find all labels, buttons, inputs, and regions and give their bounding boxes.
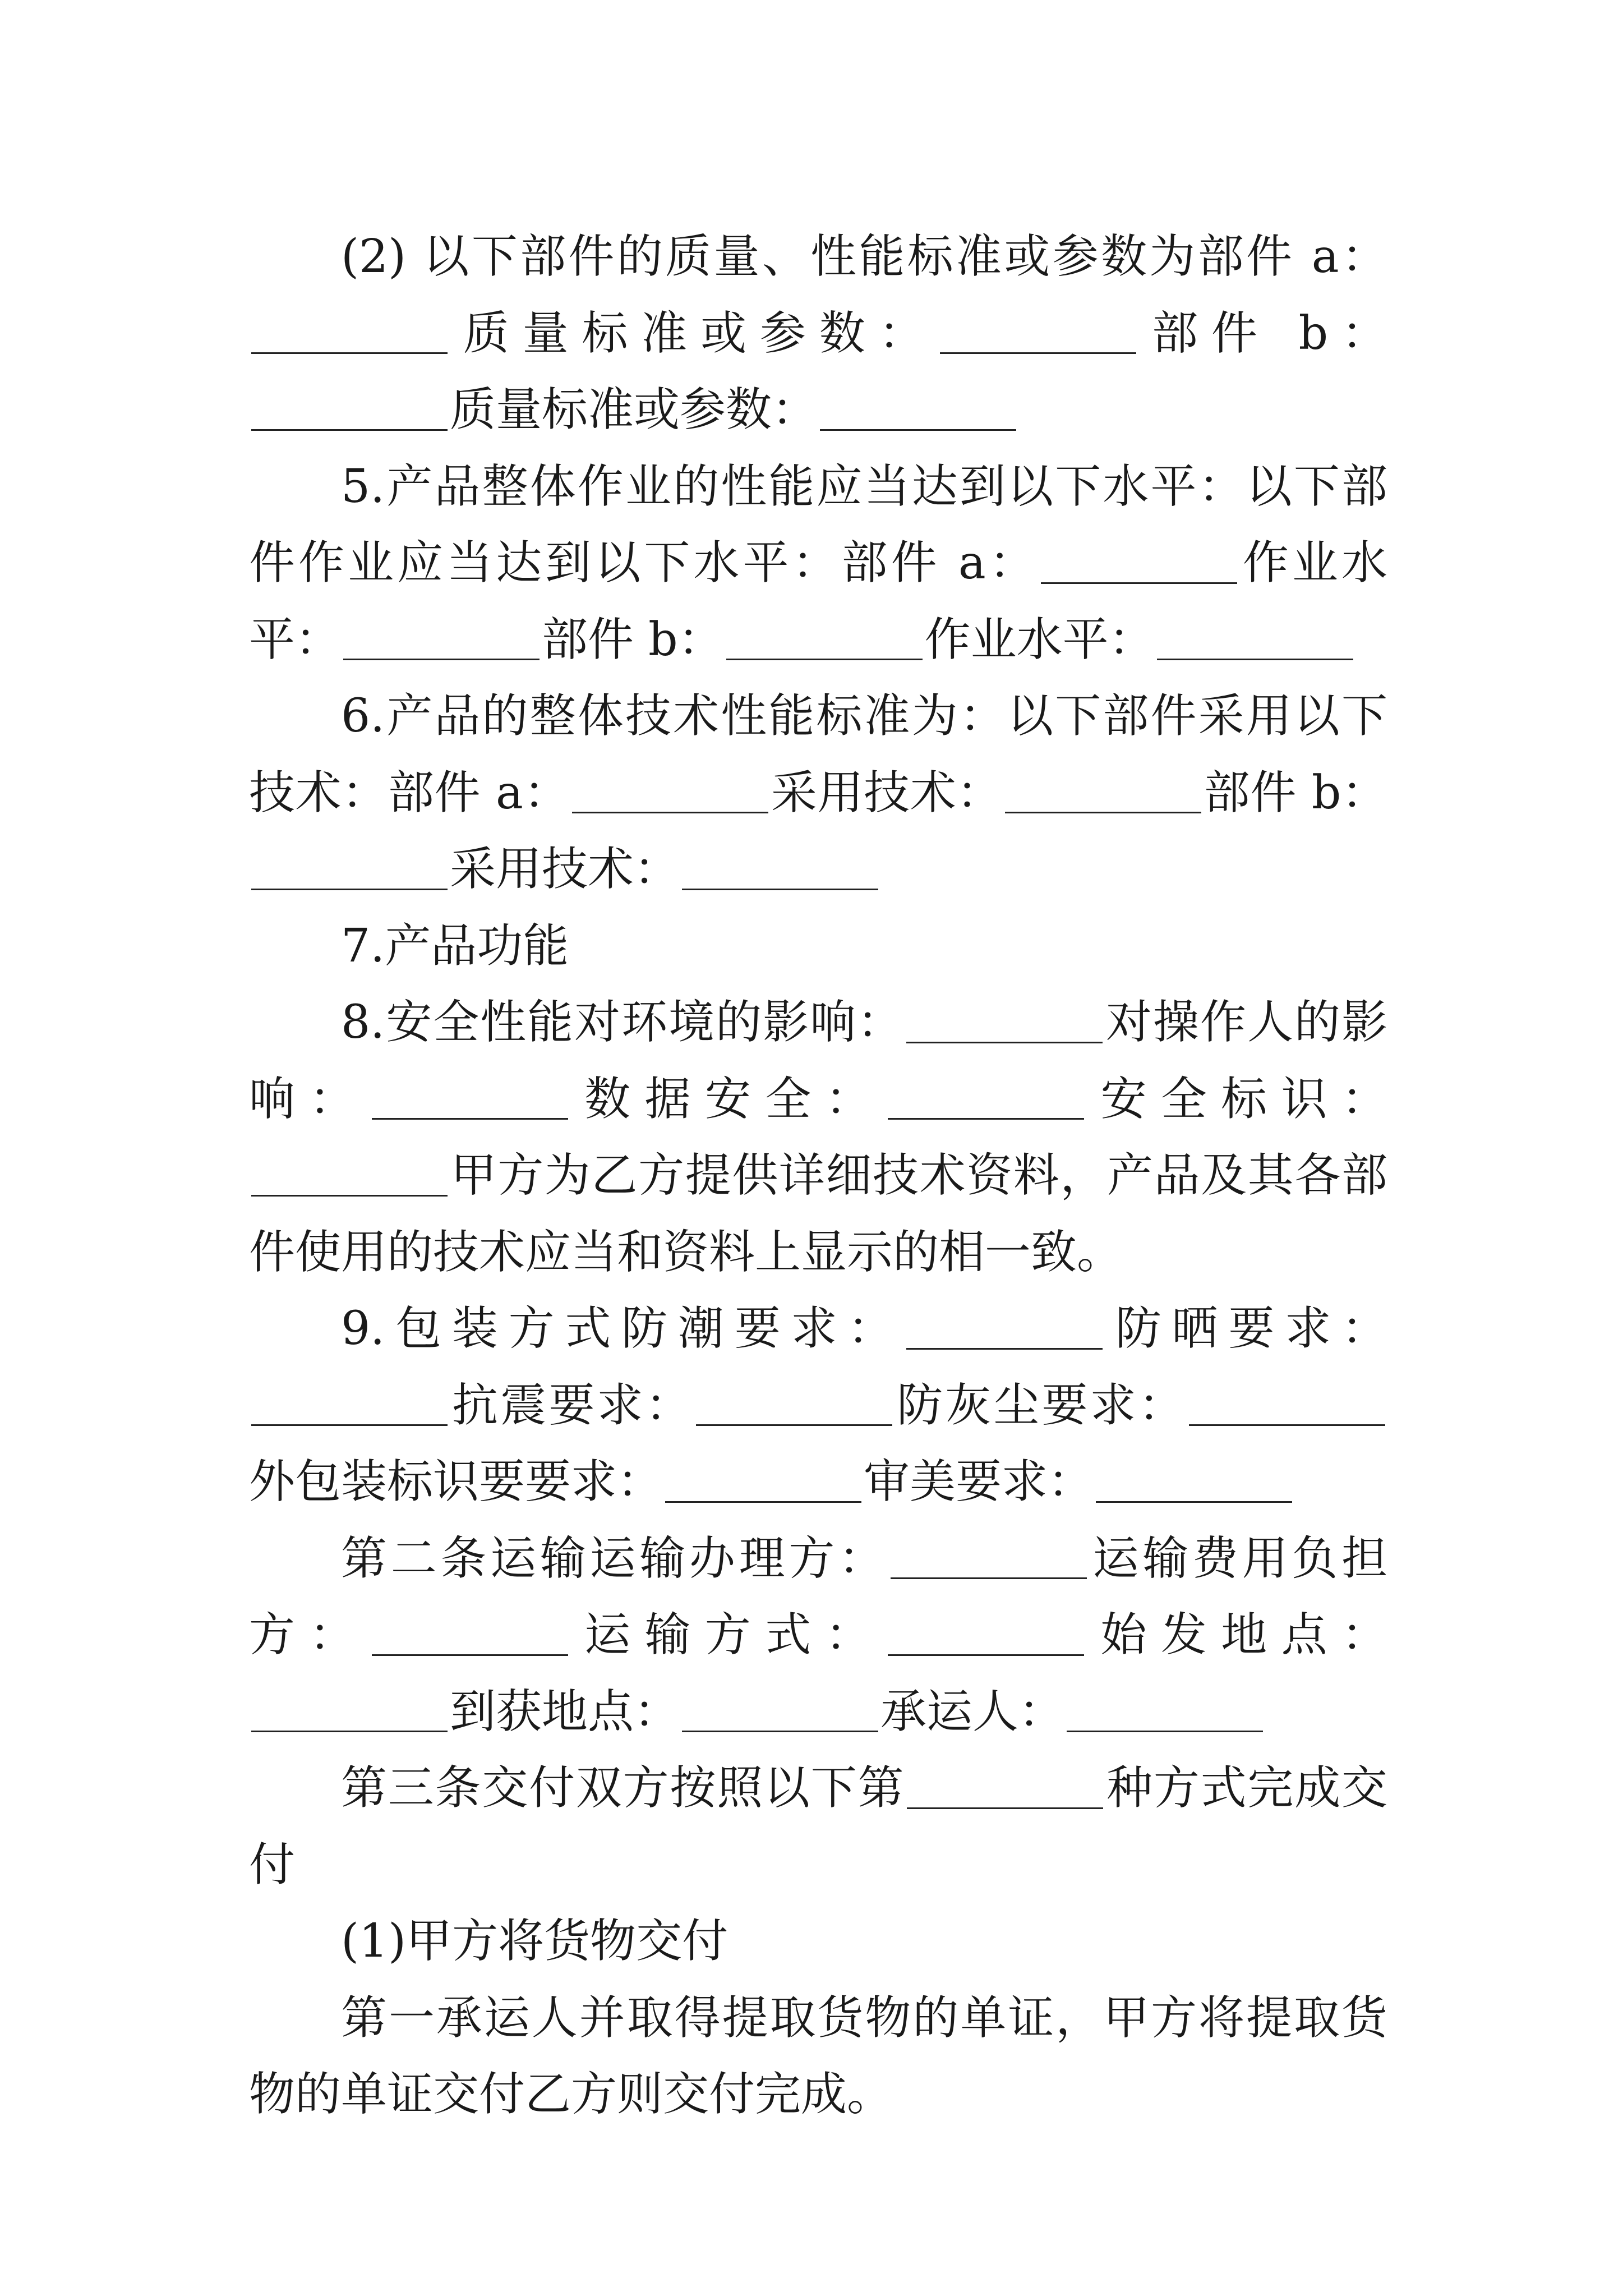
fill-in-blank bbox=[906, 996, 1103, 1043]
paragraph-text: 审美要求： bbox=[864, 1455, 1094, 1508]
fill-in-blank bbox=[1189, 1378, 1385, 1426]
paragraph-text: 运输费用负担方： bbox=[249, 1531, 1387, 1662]
paragraph-text: (2) 以下部件的质量、性能标准或参数为部件 a： bbox=[341, 230, 1387, 283]
fill-in-blank bbox=[891, 1531, 1087, 1579]
fill-in-blank bbox=[682, 1685, 878, 1732]
paragraph bbox=[249, 1903, 1387, 1980]
paragraph-text: 部件 b： bbox=[542, 613, 724, 666]
fill-in-blank bbox=[907, 1761, 1103, 1809]
paragraph-text: 质量标准或参数： bbox=[450, 383, 818, 436]
paragraph-text: 第三条交付双方按照以下第 bbox=[341, 1761, 905, 1815]
fill-in-blank bbox=[888, 1072, 1084, 1120]
fill-in-blank bbox=[665, 1455, 861, 1503]
paragraph-text: 数据安全： bbox=[570, 1072, 886, 1126]
fill-in-blank bbox=[1041, 536, 1237, 584]
fill-in-blank bbox=[251, 843, 448, 890]
paragraph bbox=[249, 678, 1387, 908]
fill-in-blank bbox=[343, 613, 540, 660]
paragraph bbox=[249, 1521, 1387, 1751]
fill-in-blank bbox=[251, 1378, 448, 1426]
fill-in-blank bbox=[682, 843, 878, 890]
fill-in-blank bbox=[940, 306, 1136, 354]
paragraph-text: 运输方式： bbox=[570, 1608, 886, 1662]
paragraph-text: 5.产品整体作业的性能应当达到以下水平：以下部件作业应当达到以下水平：部件 a： bbox=[249, 459, 1387, 590]
paragraph-text: 甲方为乙方提供详细技术资料，产品及其各部件使用的技术应当和资料上显示的相一致。 bbox=[249, 1149, 1387, 1279]
paragraph-text: 承运人： bbox=[880, 1685, 1065, 1738]
fill-in-blank bbox=[1005, 766, 1201, 813]
paragraph-text: 作业水平： bbox=[924, 613, 1155, 666]
paragraph-text: 外包装标识要要求： bbox=[249, 1455, 663, 1508]
fill-in-blank bbox=[1096, 1455, 1292, 1503]
paragraph-text: 安全标识： bbox=[1086, 1072, 1387, 1126]
fill-in-blank bbox=[906, 1302, 1103, 1350]
paragraph bbox=[249, 1980, 1387, 2133]
paragraph-text: 9.包装方式防潮要求： bbox=[341, 1302, 905, 1355]
paragraph-text: 6.产品的整体技术性能标准为：以下部件采用以下技术：部件 a： bbox=[249, 689, 1387, 820]
fill-in-blank bbox=[888, 1608, 1084, 1656]
fill-in-blank bbox=[1067, 1685, 1263, 1732]
paragraph-text: 防晒要求： bbox=[1105, 1302, 1387, 1355]
paragraph-text: 种方式完成交付 bbox=[249, 1761, 1387, 1892]
fill-in-blank bbox=[251, 1685, 448, 1732]
paragraph-text: 部件 b： bbox=[1204, 766, 1387, 820]
fill-in-blank bbox=[251, 306, 448, 354]
paragraph bbox=[249, 908, 1387, 985]
paragraph-text: 采用技术： bbox=[771, 766, 1003, 820]
paragraph bbox=[249, 1291, 1387, 1521]
paragraph-text: 作业水平： bbox=[249, 536, 1387, 666]
paragraph-text: 第二条运输运输办理方： bbox=[341, 1531, 888, 1585]
paragraph bbox=[249, 1750, 1387, 1903]
paragraph-text: (1)甲方将货物交付 bbox=[341, 1915, 728, 1968]
fill-in-blank bbox=[251, 1149, 448, 1197]
paragraph-text: 采用技术： bbox=[450, 843, 680, 896]
fill-in-blank bbox=[372, 1072, 568, 1120]
paragraph-text: 始发地点： bbox=[1086, 1608, 1387, 1662]
document-page bbox=[249, 219, 1387, 2133]
paragraph-text: 第一承运人并取得提取货物的单证，甲方将提取货物的单证交付乙方则交付完成。 bbox=[249, 1991, 1387, 2121]
paragraph-text: 对操作人的影响： bbox=[249, 996, 1387, 1126]
paragraph-text: 到获地点： bbox=[450, 1685, 680, 1738]
fill-in-blank bbox=[372, 1608, 568, 1656]
paragraph bbox=[249, 449, 1387, 679]
fill-in-blank bbox=[1157, 613, 1353, 660]
paragraph bbox=[249, 984, 1387, 1291]
paragraph-text: 抗震要求： bbox=[450, 1378, 694, 1432]
fill-in-blank bbox=[696, 1378, 892, 1426]
paragraph-text: 8.安全性能对环境的影响： bbox=[341, 996, 905, 1049]
fill-in-blank bbox=[572, 766, 768, 813]
fill-in-blank bbox=[726, 613, 923, 660]
paragraph-text: 部件 b： bbox=[1138, 306, 1387, 360]
fill-in-blank bbox=[820, 383, 1016, 431]
paragraph-text: 防灰尘要求： bbox=[894, 1378, 1187, 1432]
paragraph-text: 7.产品功能 bbox=[341, 919, 569, 973]
paragraph bbox=[249, 219, 1387, 449]
fill-in-blank bbox=[251, 383, 448, 431]
paragraph-text: 质量标准或参数： bbox=[450, 306, 938, 360]
